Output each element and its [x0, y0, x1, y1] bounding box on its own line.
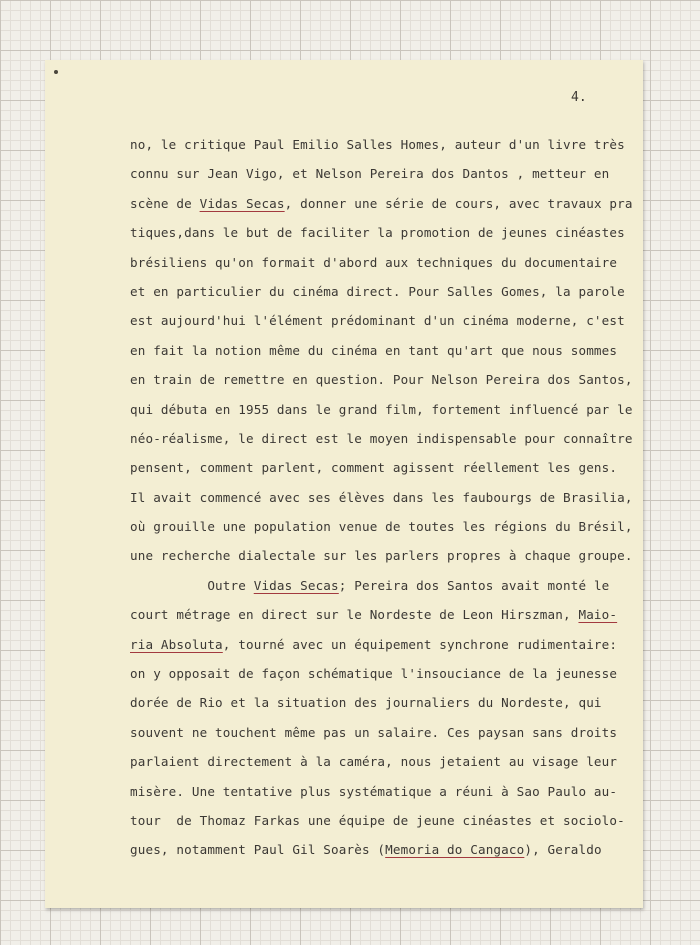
text-segment: et en particulier du cinéma direct. Pour Salles Gomes, la parole: [130, 283, 625, 299]
text-segment: pensent, comment parlent, comment agissent réellement les gens.: [130, 460, 618, 476]
text-segment: misère. Une tentative plus systématique a réuni à Sao Paulo au-: [130, 783, 618, 799]
text-segment: où grouille une population venue de toutes les régions du Brésil,: [130, 519, 633, 535]
text-segment: , donner une série de cours, avec travaux pra: [284, 195, 633, 211]
text-line: [130, 401, 633, 430]
text-segment: on y opposait de façon schématique l'insouciance de la jeunesse: [130, 666, 618, 682]
page-number: 4.: [571, 90, 587, 105]
text-segment: court métrage en direct sur le Nordeste de Leon Hirszman,: [130, 607, 579, 623]
text-line: [130, 547, 633, 576]
text-line: [130, 195, 633, 224]
text-line: [130, 342, 620, 371]
text-segment: no, le critique Paul Emilio Salles Homes, auteur d'un livre très: [130, 137, 625, 152]
underlined-title: Vidas Secas: [253, 577, 339, 593]
text-segment: souvent ne touchent même pas un salaire. Ces paysan sans droits: [130, 724, 618, 740]
text-line: [130, 812, 625, 841]
underlined-title: ria Absoluta: [130, 636, 223, 652]
typed-text: [130, 136, 633, 871]
text-segment: en fait la notion même du cinéma en tant qu'art que nous sommes: [130, 342, 618, 358]
text-line: [130, 636, 620, 665]
text-line: [130, 489, 633, 518]
text-segment: brésiliens qu'on formait d'abord aux techniques du documentaire: [130, 254, 618, 270]
text-segment: ), Geraldo: [524, 842, 602, 858]
text-segment: Il avait commencé avec ses élèves dans les faubourgs de Brasilia,: [130, 489, 633, 505]
underlined-title: Maio-: [578, 607, 618, 623]
text-line: [130, 312, 625, 341]
text-segment: en train de remettre en question. Pour Nelson Pereira dos Santos,: [130, 372, 633, 388]
text-line: [130, 430, 633, 459]
text-segment: qui débuta en 1955 dans le grand film, fortement influencé par le: [130, 401, 633, 417]
text-line: [130, 724, 620, 753]
text-segment: est aujourd'hui l'élément prédominant d'un cinéma moderne, c'est: [130, 313, 625, 329]
text-line: [130, 694, 620, 723]
text-line: [130, 753, 620, 782]
text-line: [130, 665, 620, 694]
text-segment: ; Pereira dos Santos avait monté le: [338, 577, 610, 593]
text-segment: gues, notamment Paul Gil Soarès (: [130, 842, 386, 858]
text-line: [130, 371, 633, 400]
text-segment: tour de Thomaz Farkas une équipe de jeune cinéastes et sociolo-: [130, 812, 625, 828]
text-segment: néo-réalisme, le direct est le moyen indispensable pour connaître: [130, 430, 633, 446]
text-segment: tiques,dans le but de faciliter la promotion de jeunes cinéastes: [130, 225, 625, 241]
punch-mark: [54, 70, 58, 74]
text-line: [130, 165, 620, 194]
text-segment: une recherche dialectale sur les parlers propres à chaque groupe.: [130, 548, 633, 564]
text-segment: parlaient directement à la caméra, nous jetaient au visage leur: [130, 754, 618, 770]
text-line: [130, 459, 620, 488]
text-line: [130, 224, 625, 253]
text-line: [130, 518, 633, 547]
text-segment: , tourné avec un équipement synchrone rudimentaire:: [222, 636, 618, 652]
text-line: [130, 606, 620, 635]
text-line: [130, 577, 620, 606]
text-line: [130, 283, 625, 312]
text-segment: connu sur Jean Vigo, et Nelson Pereira dos Dantos , metteur en: [130, 166, 610, 182]
text-segment: dorée de Rio et la situation des journaliers du Nordeste, qui: [130, 695, 602, 711]
text-line: [130, 136, 625, 165]
text-line: [130, 254, 620, 283]
text-segment: Outre: [130, 577, 254, 593]
text-line: [130, 841, 620, 870]
text-segment: scène de: [130, 195, 200, 211]
underlined-title: Memoria do Cangaco: [385, 842, 525, 858]
underlined-title: Vidas Secas: [199, 195, 285, 211]
text-line: [130, 783, 620, 812]
